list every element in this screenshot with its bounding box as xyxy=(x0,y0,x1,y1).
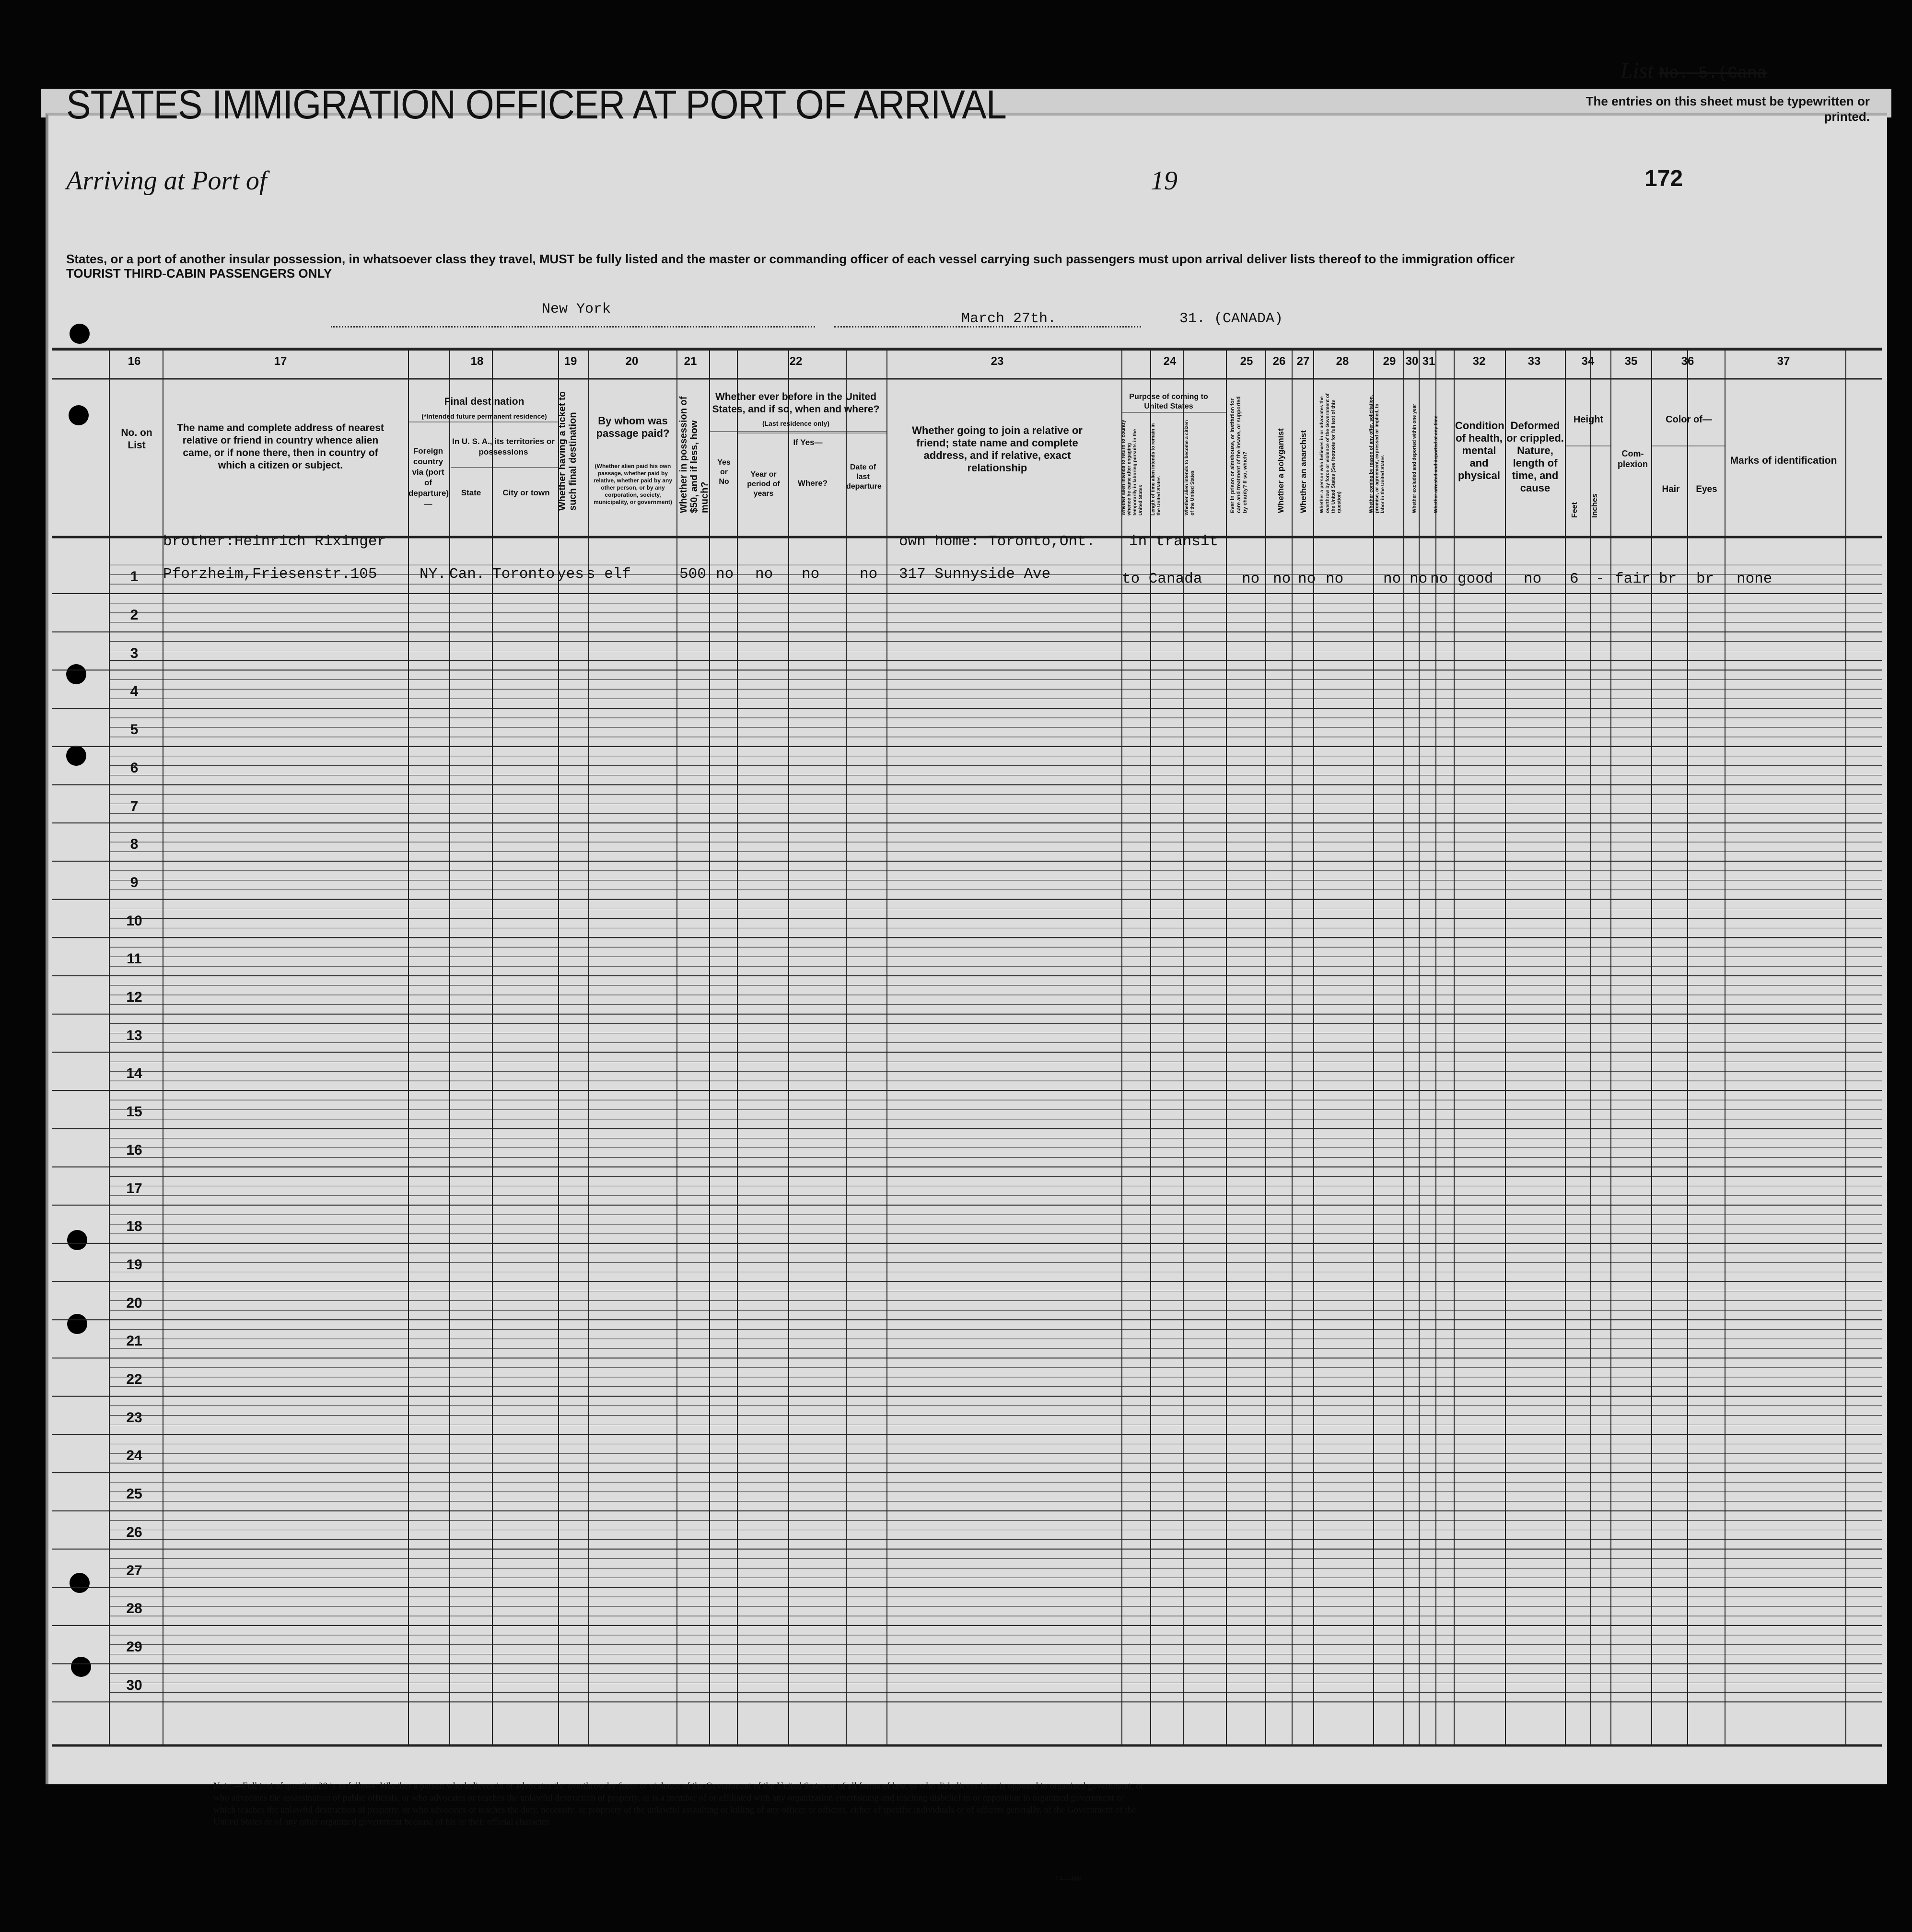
entry-deformed: no xyxy=(1524,571,1542,587)
entry-inches: - xyxy=(1596,571,1605,587)
column-number: 34 xyxy=(1581,355,1595,368)
row-number: 4 xyxy=(130,683,139,700)
header-state: State xyxy=(461,488,481,497)
entry-money: 500 xyxy=(679,566,706,583)
header-color-of: Color of— xyxy=(1666,414,1712,425)
entry-foreign: NY. xyxy=(420,566,446,583)
arriving-label: Arriving at Port of xyxy=(66,166,267,196)
row-number: 11 xyxy=(127,951,142,967)
column-number: 23 xyxy=(991,355,1004,368)
header-passage-paid-sub: (Whether alien paid his own passage, whether paid by relative, whether paid by any other person, or by any corporation, society, municipality, or government) xyxy=(593,463,673,505)
page-title: STATES IMMIGRATION OFFICER AT PORT OF ARRIVAL xyxy=(66,82,1006,127)
header-final-destination: Final destination xyxy=(444,396,525,407)
header-q28: Whether a person who believes in or advocates the overthrow by force or violence of the Government of the United States (See footnote for full text of this question) xyxy=(1319,393,1342,513)
entry-polygamist: no xyxy=(1273,571,1291,587)
row-number: 23 xyxy=(126,1409,142,1426)
header-q30: Whether excluded and deported within one year xyxy=(1412,404,1417,513)
header-passage-paid: By whom was passage paid? xyxy=(596,415,670,439)
header-marks: Marks of identification xyxy=(1730,455,1837,466)
row-number: 28 xyxy=(126,1601,142,1617)
list-value: No. 5.(Cana xyxy=(1659,65,1767,83)
column-number: 17 xyxy=(274,355,287,368)
row-number: 8 xyxy=(130,836,139,853)
row-number: 18 xyxy=(126,1218,142,1235)
row-number: 6 xyxy=(130,760,139,776)
header-year-period: Year or period of years xyxy=(747,470,780,498)
header-in-usa: In U. S. A., its territories or possessions xyxy=(452,437,555,457)
header-ever-before: Whether ever before in the United States, and if so, when and where? xyxy=(712,391,880,415)
header-date-departure: Date of last departure xyxy=(846,463,882,491)
row-number: 14 xyxy=(126,1066,142,1082)
column-number: 31 xyxy=(1422,355,1435,368)
row-number: 25 xyxy=(126,1486,142,1502)
header-complexion: Com- plexion xyxy=(1617,449,1648,469)
year-prefix: 19 xyxy=(1151,166,1178,196)
header-purpose: Purpose of coming to United States xyxy=(1129,393,1208,410)
header-purpose-citizen: Whether alien intends to become a citizen of the United States xyxy=(1184,420,1195,515)
form-code: 14—480 xyxy=(1055,1875,1082,1883)
header-purpose-length: Length of time alien intends to remain in the United States xyxy=(1151,423,1162,515)
header-final-destination-sub: (*Intended future permanent residence) xyxy=(421,412,547,420)
header-ticket: Whether having a ticket to such final destination xyxy=(557,391,578,511)
entry-q28: no xyxy=(1326,571,1344,587)
column-number: 20 xyxy=(625,355,639,368)
column-number: 16 xyxy=(128,355,141,368)
row-number: 12 xyxy=(126,989,142,1005)
entry-feet: 6 xyxy=(1570,571,1579,587)
entry-city: Toronto xyxy=(492,566,555,583)
row-number: 7 xyxy=(130,798,139,814)
footnote: Note.—Full text of question 28 is as follows: Whether a person who believes in or advocates the overthrow by force or violence of the Government of the United States or of all forms of law, or who disbelieves in or is opposed to organized government, or who advocates the assassination of public officials, or who advocates or teaches the unlawful destruction of property, or is a member of or affiliated with any organization entertaining and teaching disbelief in or opposition to organized government or which teaches the unlawful destruction of property, or who advocates or teaches the duty, necessity, or propriety of the unlawful assaulting or killing of any officer or officers, either of specific individuals or of officers generally, of the Government of the United States or of any other organized government because of his or their official character. xyxy=(213,1781,1143,1827)
entry-health: good xyxy=(1457,571,1493,587)
row-number: 22 xyxy=(126,1371,142,1387)
entry-prison: no xyxy=(1242,571,1260,587)
header-eyes: Eyes xyxy=(1696,484,1717,494)
column-number: 25 xyxy=(1240,355,1253,368)
entry-hair: br xyxy=(1659,571,1677,587)
header-q31: Whether arrested and deported at any time xyxy=(1434,415,1439,513)
row-number: 13 xyxy=(126,1027,142,1043)
entry-paid: s elf xyxy=(586,566,631,583)
entry-marks: none xyxy=(1737,571,1772,587)
column-number: 18 xyxy=(470,355,484,368)
entry-departure: no xyxy=(860,566,878,583)
entry-q31: no xyxy=(1430,571,1448,587)
header-q29: Whether coming by reason of any offer, solicitation, promise, or agreement, expressed or implied, to labor in the United States xyxy=(1369,395,1386,513)
instruction-line: TOURIST THIRD-CABIN PASSENGERS ONLY xyxy=(66,266,332,281)
header-where: Where? xyxy=(797,479,828,488)
row-number: 2 xyxy=(130,607,139,623)
column-number: 30 xyxy=(1405,355,1419,368)
column-number: 36 xyxy=(1681,355,1694,368)
row-number: 30 xyxy=(126,1677,142,1693)
row-number: 10 xyxy=(126,913,142,929)
column-number: 19 xyxy=(564,355,577,368)
list-label: List xyxy=(1621,58,1654,82)
column-number: 32 xyxy=(1472,355,1486,368)
header-no-on-list: No. on List xyxy=(121,427,152,451)
row-number: 27 xyxy=(126,1562,142,1579)
column-number: 35 xyxy=(1624,355,1638,368)
entry-q29: no xyxy=(1383,571,1401,587)
header-money: Whether in possession of $50, and if less, how much? xyxy=(678,396,710,513)
row-number: 16 xyxy=(126,1142,142,1158)
header-deformed: Deformed or crippled. Nature, length of time, and cause xyxy=(1506,420,1564,494)
header-yes-no: Yes or No xyxy=(717,458,731,486)
column-number: 24 xyxy=(1163,355,1177,368)
header-foreign-country: Foreign country via (port of departure)— xyxy=(408,446,449,508)
header-hair: Hair xyxy=(1662,484,1680,494)
entry-purpose-line1: in transit xyxy=(1129,533,1219,550)
row-number: 20 xyxy=(126,1295,142,1311)
column-number: 22 xyxy=(789,355,803,368)
entry-anarchist: no xyxy=(1298,571,1316,587)
column-number: 33 xyxy=(1527,355,1541,368)
header-purpose-return: Whether alien intends to return to country whence he came after engaging temporarily in laboring pursuits in the United States xyxy=(1121,420,1143,515)
column-number: 28 xyxy=(1336,355,1349,368)
entry-eyes: br xyxy=(1696,571,1714,587)
column-number: 27 xyxy=(1296,355,1310,368)
header-polygamist: Whether a polygamist xyxy=(1276,428,1285,513)
entry-relative-line2: Pforzheim,Friesenstr.105 xyxy=(163,566,377,583)
date-value: March 27th. xyxy=(961,311,1057,327)
header-join-relative: Whether going to join a relative or friend; state name and complete address, and if relative, exact relationship xyxy=(912,424,1083,474)
entries-note: The entries on this sheet must be typewritten or printed. xyxy=(1586,94,1870,124)
instruction-line: States, or a port of another insular possession, in whatsoever class they travel, MUST be fully listed and the master or commanding officer of each vessel carrying such passengers must upon arrival deliver lists thereof to the immigration officer xyxy=(66,252,1515,266)
row-number: 5 xyxy=(130,722,139,738)
entry-where: no xyxy=(802,566,820,583)
row-number: 15 xyxy=(126,1104,142,1120)
entry-complexion: fair xyxy=(1615,571,1651,587)
row-number: 19 xyxy=(126,1256,142,1273)
entry-q30: no xyxy=(1410,571,1428,587)
year-suffix: 31. (CANADA) xyxy=(1179,311,1283,327)
row-number: 17 xyxy=(126,1180,142,1196)
entry-years: no xyxy=(755,566,773,583)
port-value: New York xyxy=(542,301,611,317)
row-number: 1 xyxy=(130,569,139,585)
row-number: 26 xyxy=(126,1524,142,1540)
column-number: 29 xyxy=(1383,355,1396,368)
header-feet: Feet xyxy=(1571,502,1579,518)
row-number: 9 xyxy=(130,874,139,890)
header-ever-before-sub: (Last residence only) xyxy=(762,420,830,427)
entry-join-line1: own home: Toronto,Ont. xyxy=(899,533,1096,550)
row-number: 21 xyxy=(126,1333,142,1349)
column-number: 37 xyxy=(1777,355,1790,368)
column-number: 21 xyxy=(684,355,697,368)
header-anarchist: Whether an anarchist xyxy=(1299,430,1308,513)
row-number: 29 xyxy=(126,1639,142,1655)
header-nearest-relative: The name and complete address of nearest relative or friend in country whence alien came, or if none there, then in country of which a citizen or subject. xyxy=(177,422,384,471)
header-if-yes: If Yes— xyxy=(793,438,823,447)
entry-ticket: yes xyxy=(557,566,584,583)
header-city: City or town xyxy=(502,488,550,497)
entry-join-line2: 317 Sunnyside Ave xyxy=(899,566,1051,583)
header-prison: Ever in prison or almshouse, or institution for care and treatment of the insane, or supported by charity? If so, which? xyxy=(1230,396,1248,513)
entry-relative-line1: brother:Heinrich Rixinger xyxy=(163,533,386,550)
entry-yes-no: no xyxy=(716,566,734,583)
row-number: 3 xyxy=(130,645,139,661)
entry-purpose-line2: to Canada xyxy=(1122,571,1202,587)
header-health: Condition of health, mental and physical xyxy=(1455,420,1504,481)
page-number: 172 xyxy=(1644,166,1683,191)
header-height: Height xyxy=(1573,414,1604,425)
column-number: 26 xyxy=(1272,355,1286,368)
header-inches: Inches xyxy=(1591,493,1599,518)
entry-state: Can. xyxy=(449,566,485,583)
row-number: 24 xyxy=(126,1448,142,1464)
